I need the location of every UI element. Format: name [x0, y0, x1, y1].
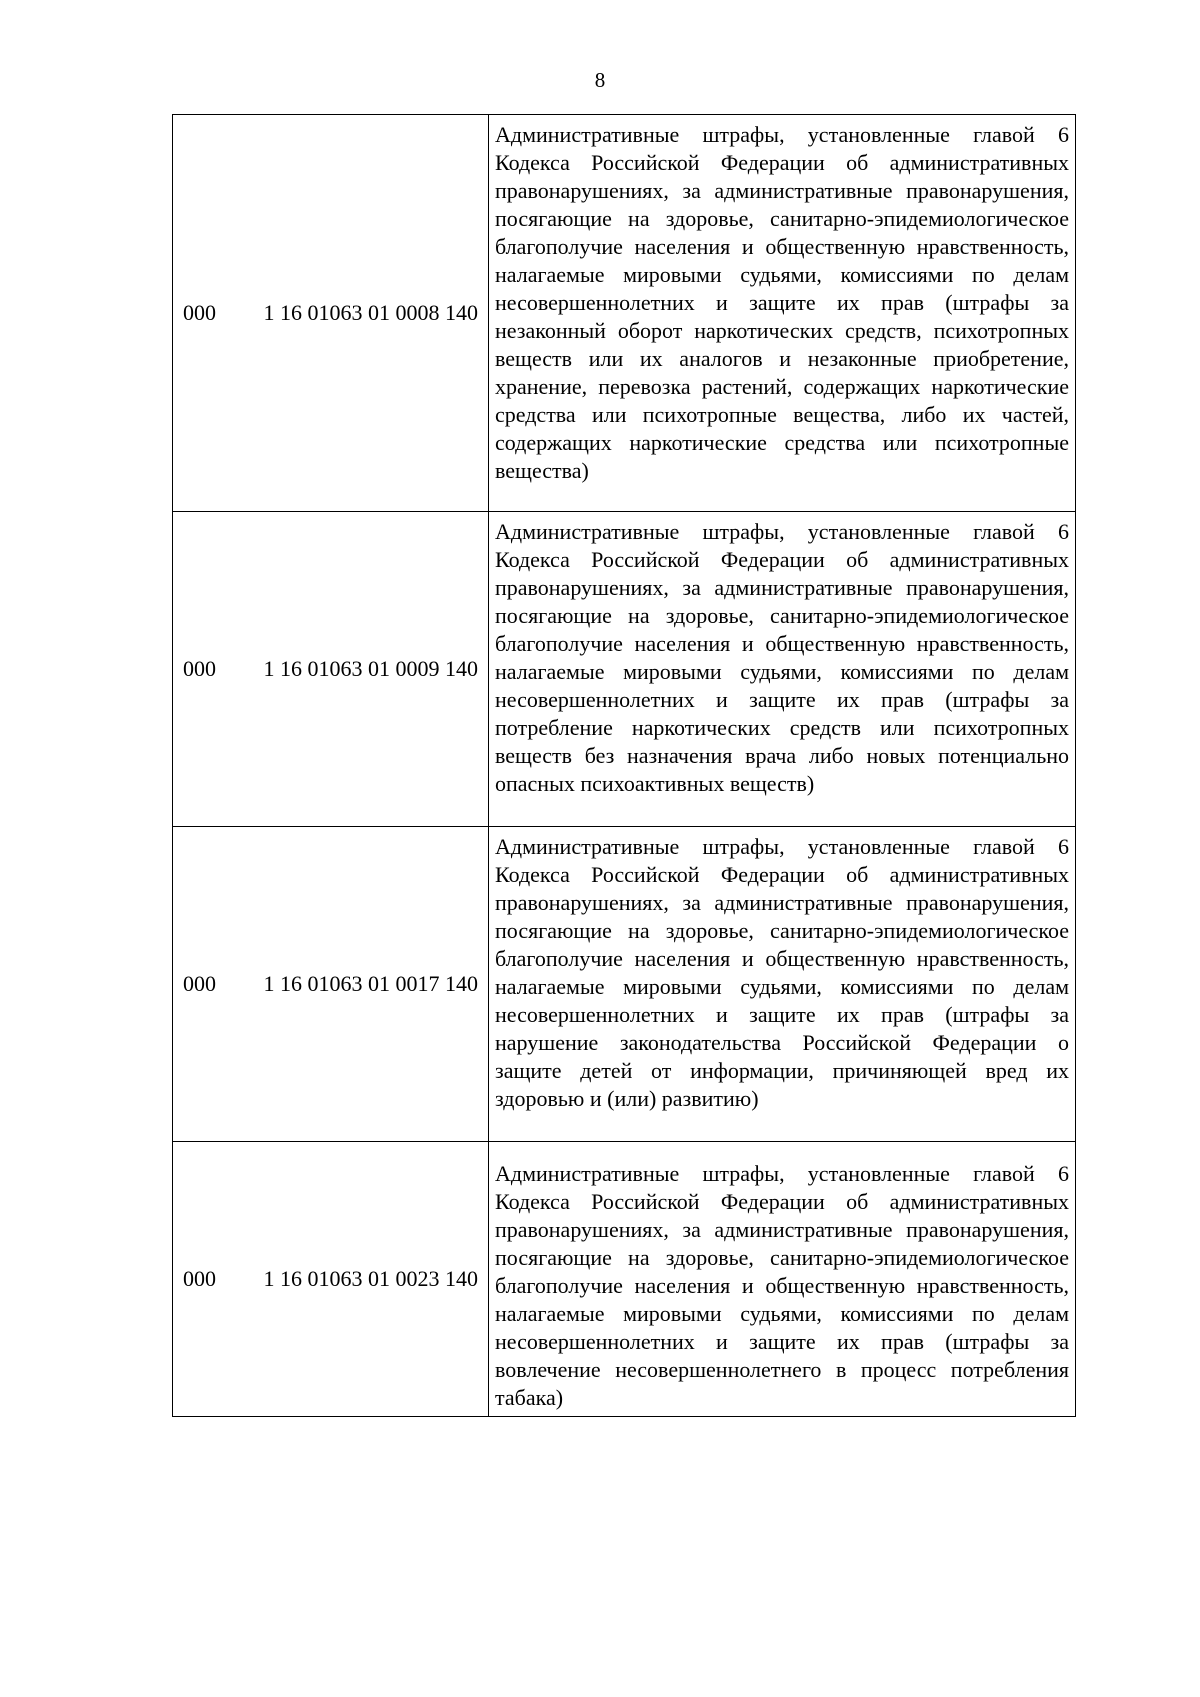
revenue-description: Административные штрафы, установленные главой 6 Кодекса Российской Федерации об административных правонарушениях, за административные правонарушения, посягающие на здоровье, санитарно-эпидемиологическое благополучие населения и общественную нравственность, налагаемые мировыми судьями, комиссиями по делам несовершеннолетних и защите их прав (штрафы за нарушение законодательства Российской Федерации о защите детей от информации, причиняющей вред их здоровью и (или) развитию) — [495, 834, 1069, 1111]
admin-code: 000 — [183, 1266, 216, 1291]
budget-classification-code: 1 16 01063 01 0009 140 — [263, 656, 478, 681]
revenue-description: Административные штрафы, установленные главой 6 Кодекса Российской Федерации об административных правонарушениях, за административные правонарушения, посягающие на здоровье, санитарно-эпидемиологическое благополучие населения и общественную нравственность, налагаемые мировыми судьями, комиссиями по делам несовершеннолетних и защите их прав (штрафы за незаконный оборот наркотических средств, психотропных веществ или их аналогов и незаконные приобретение, хранение, перевозка растений, содержащих наркотические средства или психотропные вещества, либо их частей, содержащих наркотические средства или психотропные вещества) — [495, 122, 1069, 483]
budget-classification-code: 1 16 01063 01 0008 140 — [263, 300, 478, 325]
revenue-description: Административные штрафы, установленные главой 6 Кодекса Российской Федерации об административных правонарушениях, за административные правонарушения, посягающие на здоровье, санитарно-эпидемиологическое благополучие населения и общественную нравственность, налагаемые мировыми судьями, комиссиями по делам несовершеннолетних и защите их прав (штрафы за потребление наркотических средств или психотропных веществ без назначения врача либо новых потенциально опасных психоактивных веществ) — [495, 519, 1069, 796]
code-group — [173, 970, 488, 998]
table-row — [173, 827, 1076, 1142]
page-number: 8 — [594, 68, 606, 92]
code-cell — [173, 827, 489, 1142]
code-group — [173, 299, 488, 327]
table-row — [173, 512, 1076, 827]
description-cell — [489, 512, 1076, 827]
code-cell — [173, 115, 489, 512]
table-row — [173, 115, 1076, 512]
budget-classification-code: 1 16 01063 01 0023 140 — [263, 1266, 478, 1291]
admin-code: 000 — [183, 656, 216, 681]
revenue-description: Административные штрафы, установленные главой 6 Кодекса Российской Федерации об административных правонарушениях, за административные правонарушения, посягающие на здоровье, санитарно-эпидемиологическое благополучие населения и общественную нравственность, налагаемые мировыми судьями, комиссиями по делам несовершеннолетних и защите их прав (штрафы за вовлечение несовершеннолетнего в процесс потребления табака) — [495, 1161, 1069, 1410]
code-group — [173, 655, 488, 683]
description-cell — [489, 1142, 1076, 1417]
code-cell — [173, 512, 489, 827]
description-cell — [489, 115, 1076, 512]
admin-code: 000 — [183, 971, 216, 996]
budget-codes-table — [172, 114, 1076, 1417]
admin-code: 000 — [183, 300, 216, 325]
budget-classification-code: 1 16 01063 01 0017 140 — [263, 971, 478, 996]
table-body — [173, 115, 1076, 1417]
code-group — [173, 1265, 488, 1293]
table-row — [173, 1142, 1076, 1417]
code-cell — [173, 1142, 489, 1417]
description-cell — [489, 827, 1076, 1142]
